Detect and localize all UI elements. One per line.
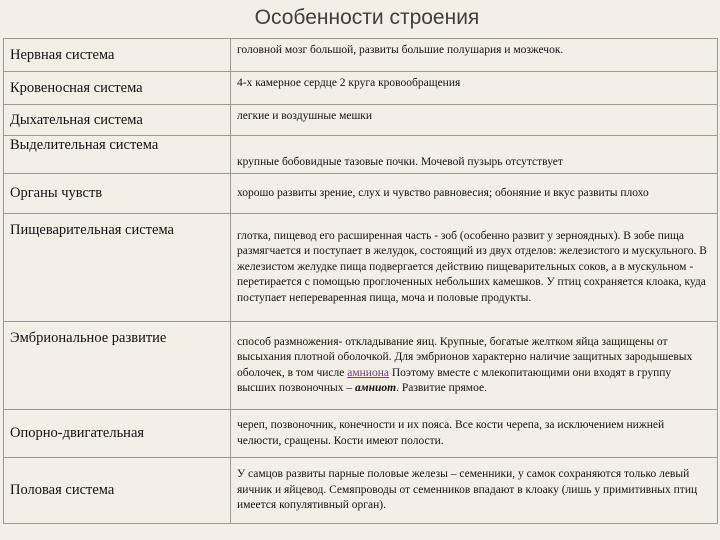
system-name-cell: Эмбриональное развитие (4, 322, 231, 410)
amnion-link[interactable]: амниона (347, 366, 389, 379)
description-cell: глотка, пищевод его расширенная часть - зоб (особенно развит у зерноядных). В зобе пища размягчается и поступает в желудок, состоящий из двух отделов: железистого и мускульного. В железистом желудке пища подвергается действию пищеварительных соков, а в мускульном - перетирается с помощью проглоченных небольших камешков. У птиц сохраняется клоака, куда поступает непереваренная пища, моча и половые продукты. (231, 214, 718, 322)
features-table (3, 38, 718, 524)
system-name-cell: Выделительная система (4, 136, 231, 174)
table-row (4, 136, 718, 174)
description-cell: 4-х камерное сердце 2 круга кровообращения (231, 72, 718, 105)
system-name-cell: Половая система (4, 458, 231, 524)
description-text: . Развитие прямое. (396, 382, 487, 394)
table-row (4, 214, 718, 322)
system-name-cell: Опорно-двигательная (4, 410, 231, 458)
description-cell: головной мозг большой, развиты большие полушария и мозжечок. (231, 39, 718, 72)
system-name-cell: Дыхательная система (4, 105, 231, 136)
system-name-cell: Органы чувств (4, 174, 231, 214)
table-row (4, 410, 718, 458)
table-row (4, 174, 718, 214)
description-text: способ размножения- откладывание яиц. Крупные, богатые желтком яйца защищены от высыхания плотной оболочкой. Для эмбрионов характерно наличие защитных зародышевых оболочек, в том числе (237, 335, 693, 379)
amniota-term: амниот (354, 382, 397, 394)
description-cell: череп, позвоночник, конечности и их пояса. Все кости черепа, за исключением нижней челюсти, сращены. Кости имеют полости. (231, 410, 718, 458)
description-text: Поэтому вместе с млекопитающими они входят в группу высших позвоночных – (237, 366, 672, 394)
system-name-cell: Кровеносная система (4, 72, 231, 105)
table-row (4, 105, 718, 136)
table-row (4, 39, 718, 72)
table-row (4, 322, 718, 410)
system-name-cell: Нервная система (4, 39, 231, 72)
table-row (4, 72, 718, 105)
system-name-cell: Пищеварительная система (4, 214, 231, 322)
page-title: Особенности строения (254, 6, 480, 29)
description-cell: хорошо развиты зрение, слух и чувство равновесия; обоняние и вкус развиты плохо (231, 174, 718, 214)
description-cell: У самцов развиты парные половые железы – семенники, у самок сохраняются только левый яичник и яйцевод. Семяпроводы от семенников впадают в клоаку (лишь у примитивных птиц имеется копулятивный орган). (231, 458, 718, 524)
description-cell (231, 322, 718, 410)
description-cell: крупные бобовидные тазовые почки. Мочевой пузырь отсутствует (231, 136, 718, 174)
description-cell: легкие и воздушные мешки (231, 105, 718, 136)
table-row (4, 458, 718, 524)
